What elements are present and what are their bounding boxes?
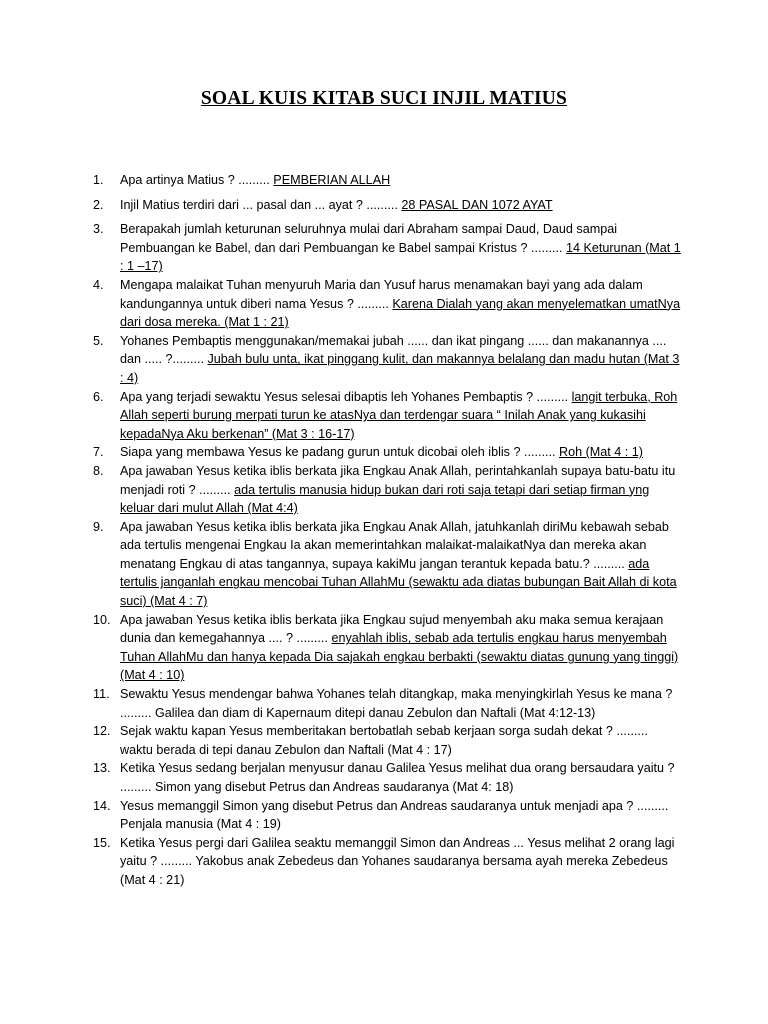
answer-text: langit terbuka, Roh Allah seperti burung merpati turun ke atasNya dan terdengar suara “ Inilah Anak yang kukasihi kepadaNya Aku berkenan” (Mat 3 : 16-17): [120, 389, 678, 441]
question-item: [93, 759, 683, 796]
page-title: SOAL KUIS KITAB SUCI INJIL MATIUS: [200, 88, 568, 109]
question-text: Siapa yang membawa Yesus ke padang gurun untuk dicobai oleh iblis ? .........: [120, 445, 559, 460]
question-item: [93, 196, 683, 215]
question-item: [93, 797, 683, 834]
question-item: [93, 611, 683, 685]
question-item: [93, 332, 683, 388]
question-number: 12.: [93, 724, 111, 739]
question-item: [93, 834, 683, 890]
question-text: Yesus memanggil Simon yang disebut Petrus dan Andreas saudaranya untuk menjadi apa ? .........: [120, 798, 669, 813]
question-list: [93, 171, 683, 890]
question-text: Yohanes Pembaptis menggunakan/memakai jubah ...... dan ikat pingang ...... dan makanannya .... dan ..... ?.........: [120, 333, 667, 367]
question-item: [93, 220, 683, 276]
question-text: Injil Matius terdiri dari ... pasal dan ... ayat ? .........: [120, 197, 402, 212]
answer-text: Penjala manusia (Mat 4 : 19): [120, 817, 282, 832]
question-text: Apa jawaban Yesus ketika iblis berkata jika Engkau sujud menyembah aku maka semua kerajaan dunia dan kemegahannya .... ? .........: [120, 612, 664, 646]
question-number: 4.: [93, 277, 104, 292]
answer-text: Roh (Mat 4 : 1): [558, 445, 643, 460]
answer-text: ada tertulis janganlah engkau mencobai Tuhan AllahMu (sewaktu ada diatas bubungan Bait Allah di kota suci) (Mat 4 : 7): [120, 556, 677, 609]
question-text: Mengapa malaikat Tuhan menyuruh Maria dan Yusuf harus menamakan bayi yang ada dalam kandungannya untuk diberi nama Yesus ? .........: [120, 277, 643, 311]
question-number: 6.: [93, 389, 104, 404]
question-item: [93, 443, 683, 462]
answer-text: Yakobus anak Zebedeus dan Yohanes saudaranya bersama ayah mereka Zebedeus (Mat 4 : 21): [120, 854, 668, 887]
question-text: Ketika Yesus pergi dari Galilea seaktu memanggil Simon dan Andreas ... Yesus melihat 2 orang lagi yaitu ? .........: [120, 835, 675, 869]
answer-text: Jubah bulu unta, ikat pinggang kulit, dan makannya belalang dan madu hutan (Mat 3 : 4): [120, 352, 680, 385]
question-number: 11.: [93, 687, 110, 702]
question-number: 7.: [93, 445, 104, 460]
answer-text: PEMBERIAN ALLAH: [273, 173, 391, 187]
question-number: 5.: [93, 333, 104, 348]
question-item: [93, 171, 683, 190]
question-number: 15.: [93, 835, 111, 850]
question-number: 8.: [93, 463, 104, 478]
answer-text: 14 Keturunan (Mat 1 : 1 –17): [120, 240, 681, 274]
question-number: 3.: [93, 222, 104, 237]
answer-text: Karena Dialah yang akan menyelematkan umatNya dari dosa mereka. (Mat 1 : 21): [120, 296, 681, 330]
answer-text: Simon yang disebut Petrus dan Andreas saudaranya (Mat 4: 18): [155, 780, 514, 794]
question-text: Sewaktu Yesus mendengar bahwa Yohanes telah ditangkap, maka menyingkirlah Yesus ke mana ? .........: [120, 687, 673, 720]
answer-text: enyahlah iblis, sebab ada tertulis engkau harus menyembah Tuhan AllahMu dan hanya kepada Dia sajakah engkau berbakti (sewaktu diatas gunung yang tinggi) (Mat 4 : 10): [120, 631, 679, 683]
question-text: Berapakah jumlah keturunan seluruhnya mulai dari Abraham sampai Daud, Daud sampai Pembuangan ke Babel, dan dari Pembuangan ke Babel sampai Kristus ? .........: [120, 222, 618, 255]
question-number: 10.: [93, 612, 111, 627]
question-number: 2.: [93, 197, 104, 212]
question-item: [93, 518, 683, 611]
question-number: 1.: [93, 173, 104, 187]
question-item: [93, 462, 683, 518]
answer-text: waktu berada di tepi danau Zebulon dan Naftali (Mat 4 : 17): [120, 742, 452, 757]
question-number: 9.: [93, 519, 104, 534]
question-item: [93, 388, 683, 444]
answer-text: 28 PASAL DAN 1072 AYAT: [401, 197, 553, 212]
question-item: [93, 722, 683, 759]
question-text: Sejak waktu kapan Yesus memberitakan bertobatlah sebab kerjaan sorga sudah dekat ? .........: [120, 724, 648, 739]
question-number: 13.: [93, 761, 111, 776]
answer-text: Galilea dan diam di Kapernaum ditepi danau Zebulon dan Naftali (Mat 4:12-13): [155, 705, 596, 720]
answer-text: ada tertulis manusia hidup bukan dari roti saja tetapi dari setiap firman yng keluar dari mulut Allah (Mat 4:4): [120, 482, 650, 516]
question-text: Ketika Yesus sedang berjalan menyusur danau Galilea Yesus melihat dua orang bersaudara yaitu ? .........: [120, 761, 675, 794]
question-text: Apa artinya Matius ? .........: [120, 173, 274, 187]
question-text: Apa yang terjadi sewaktu Yesus selesai dibaptis leh Yohanes Pembaptis ? .........: [120, 389, 572, 404]
question-item: [93, 685, 683, 722]
question-number: 14.: [93, 798, 111, 813]
question-text: Apa jawaban Yesus ketika iblis berkata jika Engkau Anak Allah, jatuhkanlah diriMu kebawah sebab ada tertulis mengenai Engkau Ia akan memerintahkan malaikat-malaikatNya dan mereka akan menatang Engkau di atas tangannya, supaya kakiMu jangan terantuk kepada batu.? .........: [120, 519, 669, 571]
question-item: [93, 276, 683, 332]
question-text: Apa jawaban Yesus ketika iblis berkata jika Engkau Anak Allah, perintahkanlah supaya batu-batu itu menjadi roti ? .........: [120, 463, 676, 497]
